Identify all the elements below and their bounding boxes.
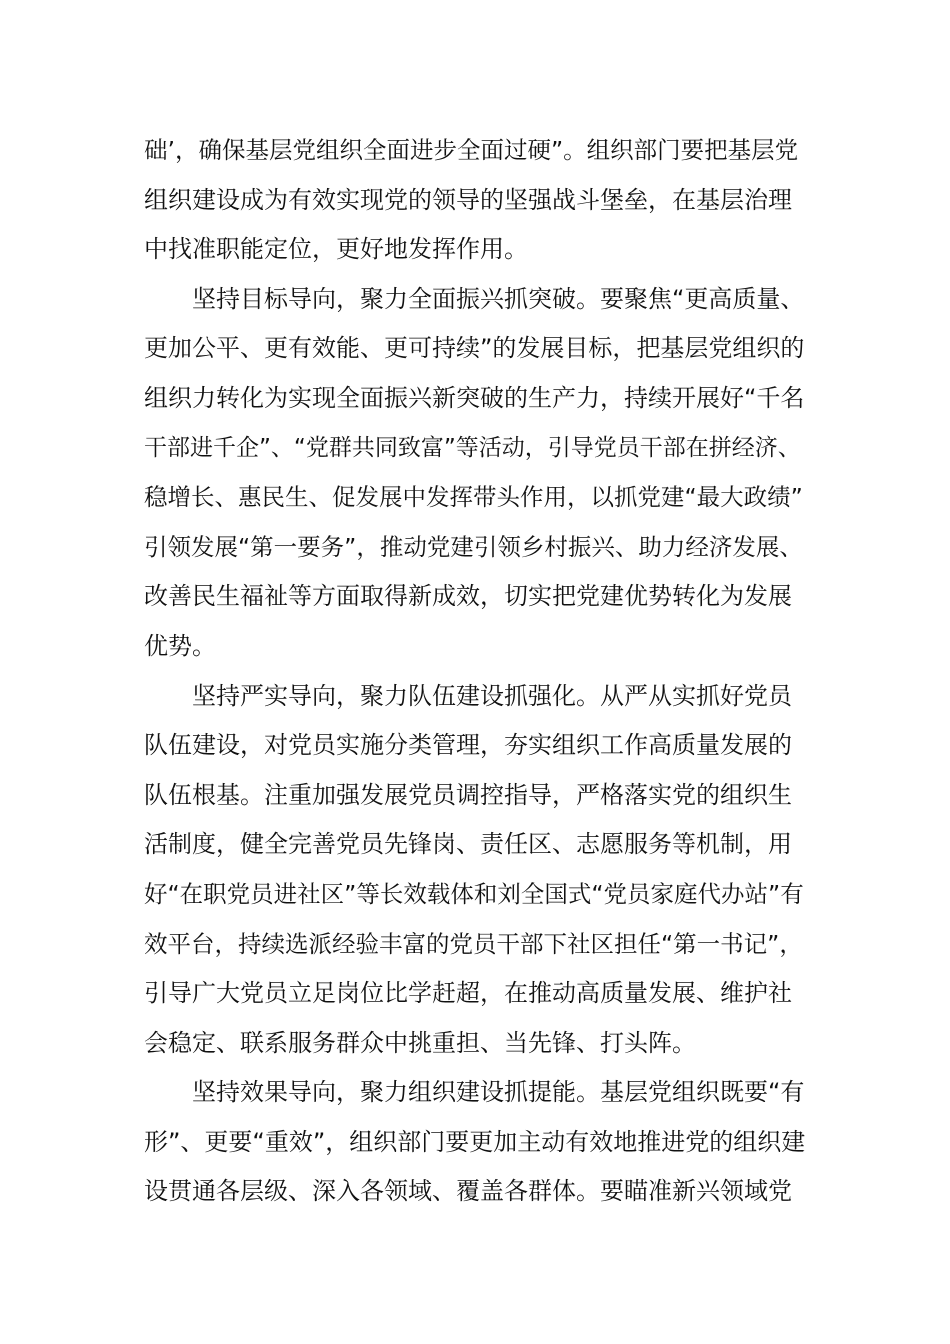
text-line: 优势。 (144, 631, 216, 660)
text-line: 干部进千企”、“党群共同致富”等活动，引导党员干部在拼经济、 (144, 434, 801, 461)
text-line: 队伍根基。注重加强发展党员调控指导，严格落实党的组织生 (144, 780, 792, 809)
text-line: 稳增长、惠民生、促发展中发挥带头作用，以抓党建“最大政绩” (144, 483, 803, 512)
document-body (144, 126, 810, 1217)
text-line: 好“在职党员进社区”等长效载体和刘全国式“党员家庭代办站”有 (144, 879, 804, 908)
text-line: 中找准职能定位，更好地发挥作用。 (144, 235, 528, 264)
text-line: 效平台，持续选派经验丰富的党员干部下社区担任“第一书记”， (144, 929, 803, 958)
text-line: 会稳定、联系服务群众中挑重担、当先锋、打头阵。 (144, 1028, 696, 1057)
paragraph-start-line: 坚持目标导向，聚力全面振兴抓突破。要聚焦“更高质量、 (192, 284, 805, 313)
text-line: 引领发展“第一要务”，推动党建引领乡村振兴、助力经济发展、 (144, 532, 803, 561)
text-line: 组织力转化为实现全面振兴新突破的生产力，持续开展好“千名 (144, 383, 805, 412)
text-line: 组织建设成为有效实现党的领导的坚强战斗堡垒，在基层治理 (144, 185, 792, 214)
text-line: 形”、更要“重效”，组织部门要更加主动有效地推进党的组织建 (144, 1127, 806, 1156)
text-line: 改善民生福祉等方面取得新成效，切实把党建优势转化为发展 (144, 582, 792, 611)
paragraph-start-line: 坚持效果导向，聚力组织建设抓提能。基层党组织既要“有 (192, 1078, 805, 1107)
text-line: 更加公平、更有效能、更可持续”的发展目标，把基层党组织的 (144, 334, 805, 363)
text-line: 引导广大党员立足岗位比学赶超，在推动高质量发展、维护社 (144, 979, 792, 1008)
paragraph-start-line: 坚持严实导向，聚力队伍建设抓强化。从严从实抓好党员 (192, 681, 792, 710)
text-line: 设贯通各层级、深入各领域、覆盖各群体。要瞄准新兴领域党 (144, 1177, 792, 1206)
text-line: 活制度，健全完善党员先锋岗、责任区、志愿服务等机制，用 (144, 830, 792, 859)
text-line: 队伍建设，对党员实施分类管理，夯实组织工作高质量发展的 (144, 731, 792, 760)
text-line: 础’，确保基层党组织全面进步全面过硬”。组织部门要把基层党 (144, 136, 799, 164)
